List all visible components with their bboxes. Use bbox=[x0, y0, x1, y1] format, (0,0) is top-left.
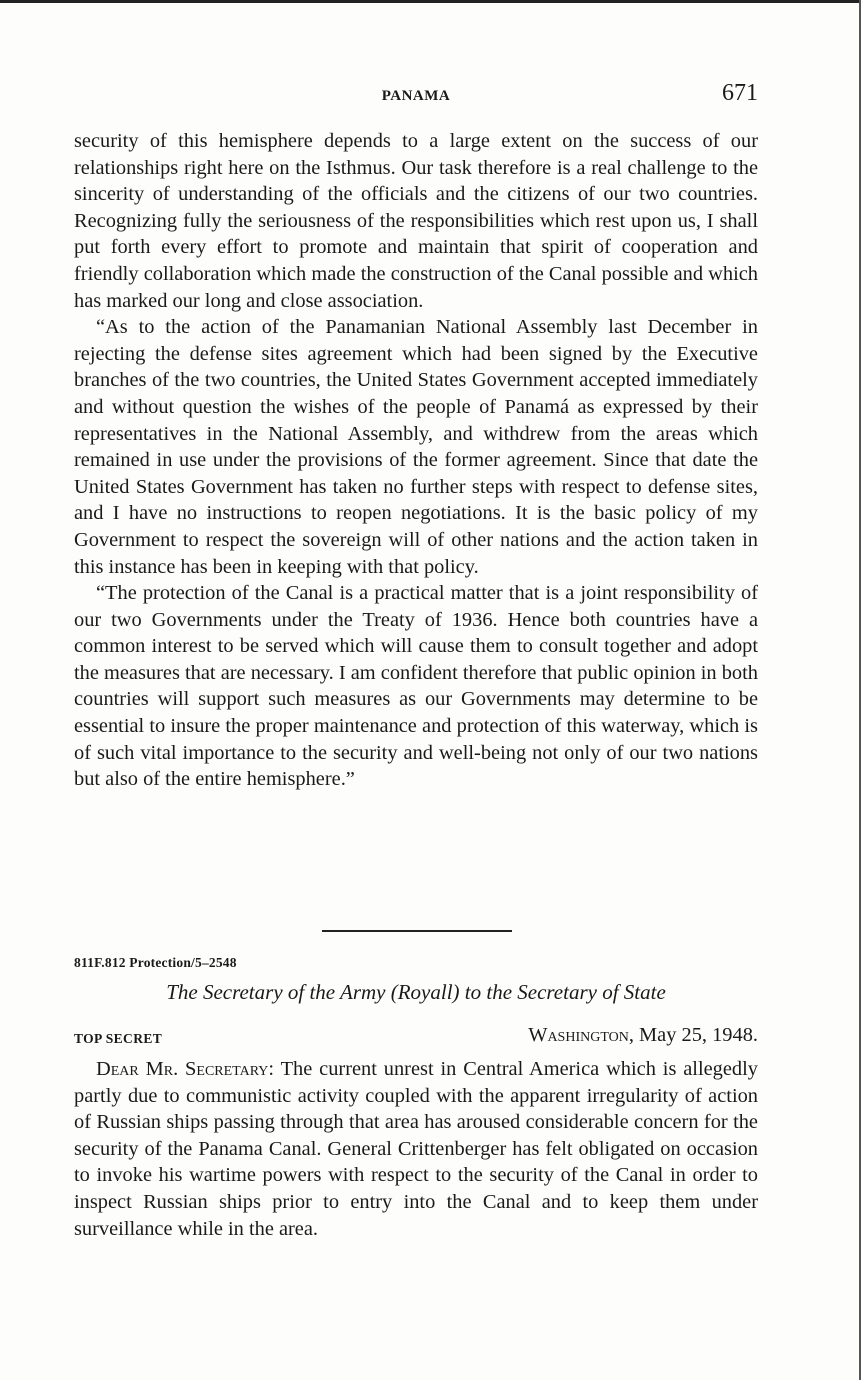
paragraph-defense-sites: “As to the action of the Panamanian National Assembly last December in rejecting the defense sites agreement which had been signed by the Executive branches of the two countries, the United States Government accepted immediately and without question the wishes of the people of Panamá as expressed by their representatives in the National Assembly, and withdrew from the areas which remained in use under the provisions of the former agreement. Since that date the United States Government has taken no further steps with respect to defense sites, and I have no instructions to reopen negotiations. It is the basic policy of my Government to respect the sovereign will of other nations and the action taken in this instance has been in keeping with that policy. bbox=[74, 316, 758, 578]
letter-text: The current unrest in Central America which is allegedly partly due to communistic activity coupled with the apparent irregularity of action of Russian ships passing through that area has aroused considerable concern for the security of the Panama Canal. General Crittenberger has felt obligated on occasion to invoke his wartime powers with respect to the security of the Canal in order to inspect Russian ships prior to entry into the Canal and to keep them under surveillance while in the area. bbox=[74, 1058, 758, 1240]
date: , May 25, 1948. bbox=[628, 1024, 758, 1046]
continued-statement bbox=[74, 128, 758, 793]
letter-body bbox=[74, 1056, 758, 1242]
section-divider bbox=[322, 930, 512, 932]
letter-paragraph bbox=[74, 1056, 758, 1242]
salutation: Dear Mr. Secretary bbox=[96, 1058, 269, 1080]
place-date bbox=[528, 1024, 758, 1047]
dateline bbox=[74, 1024, 758, 1052]
file-reference: 811F.812 Protection/5–2548 bbox=[74, 955, 237, 970]
document-title: The Secretary of the Army (Royall) to the Secretary of State bbox=[166, 980, 666, 1004]
salutation-punctuation: : bbox=[268, 1058, 281, 1080]
paragraph-canal-protection: “The protection of the Canal is a practical matter that is a joint responsibility of our two Governments under the Treaty of 1936. Hence both countries have a common interest to be served which will cause them to consult together and adopt the measures that are necessary. I am confident therefore that public opinion in both countries will support such measures as our Governments may determine to be essential to insure the proper maintenance and protection of this waterway, which is of such vital importance to the security and well-being not only of our two nations but also of the entire hemisphere.” bbox=[74, 582, 758, 791]
place: Washington bbox=[528, 1024, 629, 1046]
running-head: PANAMA bbox=[381, 88, 451, 104]
paragraph-continued: security of this hemisphere depends to a large extent on the success of our relationships right here on the Isthmus. Our task therefore is a real challenge to the sincerity of understanding of the officials and the citizens of our two countries. Recognizing fully the seriousness of the responsibilities which rest upon us, I shall put forth every effort to promote and maintain that spirit of cooperation and friendly collaboration which made the construction of the Canal possible and which has marked our long and close association. bbox=[74, 130, 758, 312]
page-header bbox=[74, 82, 758, 112]
page-number: 671 bbox=[722, 80, 758, 106]
classification-label: TOP SECRET bbox=[74, 1031, 163, 1046]
page-top-rule bbox=[0, 0, 861, 3]
